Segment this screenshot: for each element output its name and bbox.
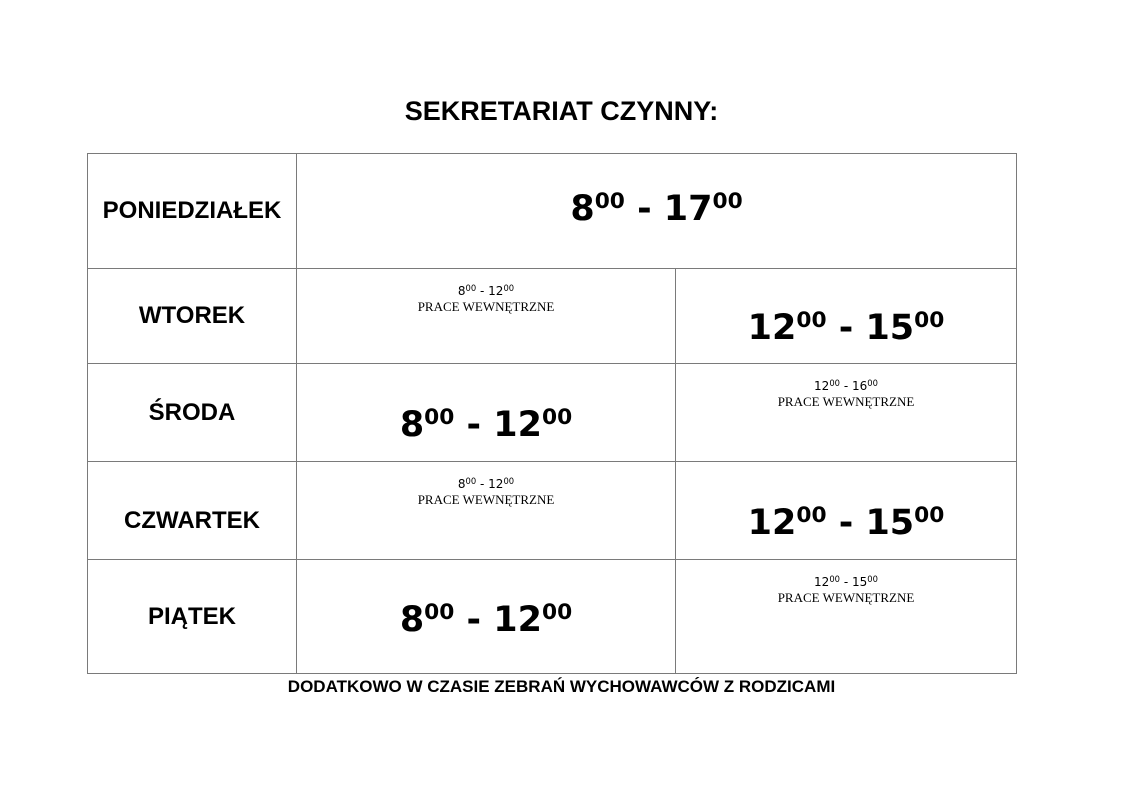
page-title: SEKRETARIAT CZYNNY: xyxy=(404,96,719,126)
table-row-wednesday xyxy=(88,364,1017,462)
monday-office-hours: $8^{00} - 17^{00}$ xyxy=(570,189,743,229)
day-label-monday: PONIEDZIAŁEK xyxy=(88,154,297,269)
friday-hours-cell xyxy=(297,560,676,674)
tuesday-internal-work: $8^{00} - 12^{00}$ PRACE WEWNĘTRZNE xyxy=(417,282,555,314)
table-row-monday xyxy=(88,154,1017,269)
day-label-wednesday: ŚRODA xyxy=(88,364,297,462)
friday-internal-cell xyxy=(676,560,1017,674)
wednesday-internal-work: $12^{00} - 16^{00}$ PRACE WEWNĘTRZNE xyxy=(777,377,915,409)
day-label-tuesday: WTOREK xyxy=(88,269,297,364)
tuesday-internal-cell xyxy=(297,269,676,364)
monday-hours-cell xyxy=(297,154,1017,269)
thursday-internal-cell xyxy=(297,462,676,560)
table-row-thursday xyxy=(88,462,1017,560)
wednesday-hours-cell xyxy=(297,364,676,462)
friday-office-hours: $8^{00} - 12^{00}$ xyxy=(399,599,573,640)
thursday-hours-cell xyxy=(676,462,1017,560)
tuesday-office-hours: $12^{00} - 15^{00}$ xyxy=(747,308,945,348)
friday-internal-work: $12^{00} - 15^{00}$ PRACE WEWNĘTRZNE xyxy=(777,573,915,605)
wednesday-internal-cell xyxy=(676,364,1017,462)
thursday-office-hours: $12^{00} - 15^{00}$ xyxy=(747,502,945,543)
table-row-friday xyxy=(88,560,1017,674)
footer-note: DODATKOWO W CZASIE ZEBRAŃ WYCHOWAWCÓW Z RODZICAMI xyxy=(287,677,836,696)
tuesday-hours-cell xyxy=(676,269,1017,364)
wednesday-office-hours: $8^{00} - 12^{00}$ xyxy=(399,404,573,445)
day-label-thursday: CZWARTEK xyxy=(88,462,297,560)
thursday-internal-work: $8^{00} - 12^{00}$ PRACE WEWNĘTRZNE xyxy=(417,475,555,507)
day-label-friday: PIĄTEK xyxy=(88,560,297,674)
office-hours-table xyxy=(87,153,1017,674)
table-row-tuesday xyxy=(88,269,1017,364)
